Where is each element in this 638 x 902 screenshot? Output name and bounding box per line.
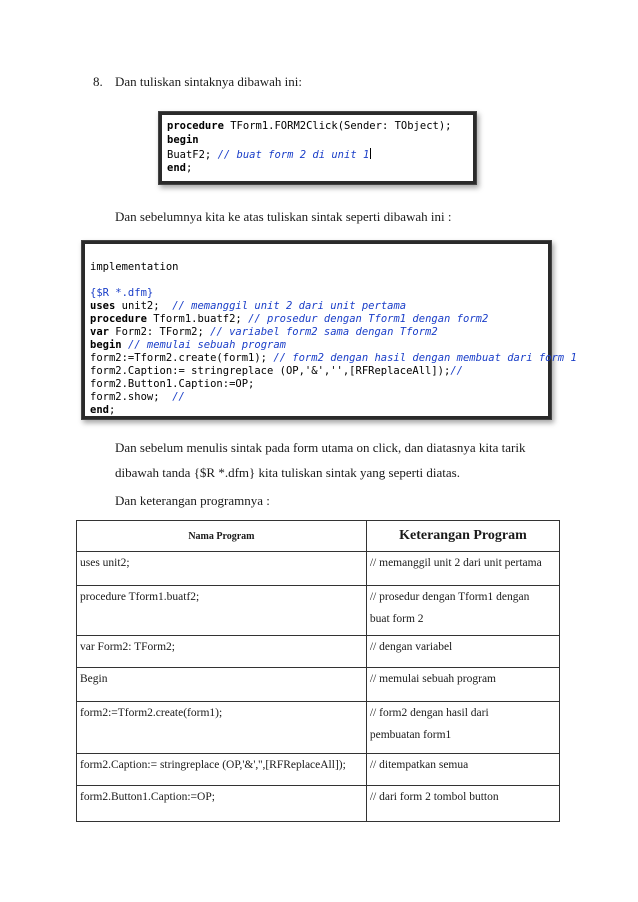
program-name-cell: form2:=Tform2.create(form1);: [77, 702, 367, 754]
desc-line: // memanggil unit 2 dari unit pertama: [369, 557, 542, 569]
paragraph-text: Dan sebelumnya kita ke atas tuliskan sintak seperti dibawah ini :: [115, 209, 452, 224]
code-screenshot-2: [81, 240, 577, 420]
desc-line: // ditempatkan semua: [369, 759, 469, 771]
list-number: 8.: [93, 74, 103, 89]
code-line: begin: [167, 134, 199, 146]
desc-line: // memulai sebuah program: [369, 673, 497, 685]
program-desc-cell: [366, 786, 559, 822]
table-row: [77, 754, 560, 786]
program-name-cell: Begin: [77, 668, 367, 702]
desc-line: // form2 dengan hasil dari: [369, 707, 489, 719]
table-row: [77, 668, 560, 702]
program-desc-cell: [366, 754, 559, 786]
code-line: end;: [167, 162, 193, 174]
table-header-row: [77, 521, 560, 552]
table-row: [77, 586, 560, 636]
code-line: procedure Tform1.buatf2; // prosedur dengan Tform1 dengan form2: [90, 313, 489, 325]
table-row: [77, 552, 560, 586]
table-row: [77, 636, 560, 668]
code-line: implementation: [90, 261, 179, 273]
code-screenshot-1: [158, 111, 477, 185]
table-row: [77, 786, 560, 822]
code-line: uses unit2; // memanggil unit 2 dari unit pertama: [90, 300, 407, 312]
code-line: form2.Caption:= stringreplace (OP,'&','',[RFReplaceAll]);//: [90, 365, 463, 377]
program-description-table: [76, 520, 560, 822]
program-desc-cell: [366, 702, 559, 754]
program-desc-cell: [366, 636, 559, 668]
paragraph-text: Dan keterangan programnya :: [115, 493, 270, 508]
code-line: end;: [90, 404, 116, 416]
desc-line: pembuatan form1: [369, 729, 452, 741]
desc-line: // prosedur dengan Tform1 dengan: [369, 591, 530, 603]
program-name-cell: uses unit2;: [77, 552, 367, 586]
instruction-text: Dan tuliskan sintaknya dibawah ini:: [115, 74, 303, 89]
column-header-description: Keterangan Program: [366, 521, 559, 552]
program-name-cell: procedure Tform1.buatf2;: [77, 586, 367, 636]
text-cursor: [370, 148, 371, 159]
paragraph-text: dibawah tanda {$R *.dfm} kita tuliskan sintak yang seperti diatas.: [115, 465, 460, 480]
program-name-cell: form2.Caption:= stringreplace (OP,'&','',[RFReplaceAll]);: [77, 754, 367, 786]
desc-line: // dari form 2 tombol button: [369, 791, 499, 803]
code-line: form2.Button1.Caption:=OP;: [90, 378, 255, 390]
code-line: procedure TForm1.FORM2Click(Sender: TObject);: [167, 120, 452, 132]
desc-line: // dengan variabel: [369, 641, 453, 653]
column-header-name: Nama Program: [77, 521, 367, 552]
paragraph-text: Dan sebelum menulis sintak pada form utama on click, dan diatasnya kita tarik: [115, 440, 526, 455]
code-line: {$R *.dfm}: [90, 287, 154, 299]
desc-line: buat form 2: [369, 613, 424, 625]
code-line: form2:=Tform2.create(form1); // form2 dengan hasil dengan membuat dari form 1: [90, 352, 577, 364]
code-line: BuatF2; // buat form 2 di unit 1: [167, 149, 370, 161]
program-desc-cell: [366, 552, 559, 586]
program-desc-cell: [366, 586, 559, 636]
code-line: var Form2: TForm2; // variabel form2 sama dengan Tform2: [90, 326, 438, 338]
table-row: [77, 702, 560, 754]
code-line: form2.show; //: [90, 391, 185, 403]
program-name-cell: form2.Button1.Caption:=OP;: [77, 786, 367, 822]
code-line: begin // memulai sebuah program: [90, 339, 286, 351]
program-desc-cell: [366, 668, 559, 702]
program-name-cell: var Form2: TForm2;: [77, 636, 367, 668]
